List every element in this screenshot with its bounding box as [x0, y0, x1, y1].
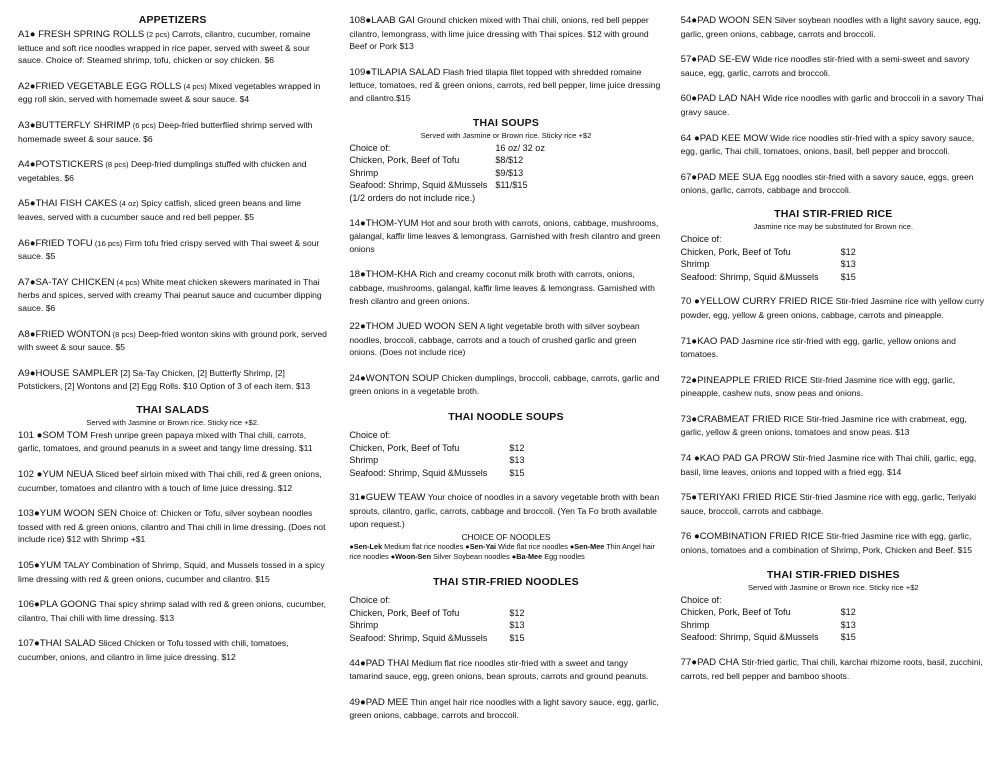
item-description: Ground chicken mixed with Thai chili, onions, red bell pepper cilantro, lemongrass, with lime juice dressing with Thai spices. $12 with ground Beef or Pork $13 — [349, 15, 649, 52]
fried-rice-price-table — [681, 233, 986, 283]
menu-item — [681, 656, 986, 682]
stir-noodles-price-table — [349, 594, 662, 644]
item-description: Wide rice noodles with garlic and broccoli in a savory Thai gravy sauce. — [680, 93, 984, 117]
noodle-choices-title: CHOICE OF NOODLES — [461, 532, 551, 543]
noodle-option-description: Egg noodles — [542, 552, 585, 562]
item-description: Stir-fried Jasmine rice with egg, garlic, pineapple, cashew nuts, snow peas and onions. — [680, 374, 956, 399]
price-row — [681, 619, 986, 632]
menu-item — [681, 132, 986, 158]
menu-item — [681, 14, 986, 40]
appetizers-heading: APPETIZERS — [138, 14, 207, 26]
price-row-value: $8/$12 — [495, 155, 524, 166]
item-description: A light vegetable broth with silver soybean noodles, broccoli, cabbage, carrots and a touch of crushed garlic and green onions. (Does not include rice) — [349, 321, 640, 358]
item-quantity: (4 pcs) — [114, 277, 140, 287]
price-row-value: $13 — [840, 619, 856, 630]
choice-label: Choice of: — [349, 595, 391, 606]
noodle-option-name: ●Sen-Yai — [465, 542, 497, 552]
stir-dishes-price-table — [681, 594, 986, 644]
item-name: 101 ●SOM TOM — [18, 429, 88, 441]
item-name: 71●KAO PAD — [680, 335, 740, 347]
item-name: A8●FRIED WONTON — [18, 328, 111, 340]
soups-list — [349, 217, 662, 399]
menu-item — [681, 53, 986, 79]
item-description: Flash fried tilapia filet topped with shredded romaine lettuce, tomatoes, red & green onions, carrots, red bell pepper, lime juice dressing and cilantro.$15 — [349, 66, 661, 103]
menu-item — [18, 158, 327, 184]
price-row — [681, 258, 986, 271]
item-description: Jasmine rice stir-fried with egg, garlic, yellow onions and tomatoes. — [680, 335, 956, 360]
item-name: 106●PLA GOONG — [18, 599, 97, 611]
menu-item — [18, 367, 327, 393]
item-name: 67●PAD MEE SUA — [680, 171, 762, 183]
item-name: 102 ●YUM NEUA — [18, 469, 94, 481]
price-row-label: Seafood: Shrimp, Squid &Mussels — [349, 633, 488, 643]
item-quantity: (4 oz) — [117, 199, 139, 209]
noodle-option-description: Wide flat rice noodles — [496, 542, 570, 552]
menu-item — [18, 276, 327, 315]
item-name: 22●THOM JUED WOON SEN — [349, 321, 478, 333]
soups-heading: THAI SOUPS — [472, 116, 540, 129]
price-row-value: $11/$15 — [495, 180, 528, 191]
menu-item — [18, 119, 327, 145]
price-row-label: Seafood: Shrimp, Squid &Mussels — [680, 271, 819, 282]
price-row — [349, 154, 662, 167]
price-row-value: $15 — [509, 633, 525, 643]
price-row — [349, 442, 662, 455]
item-name: 60●PAD LAD NAH — [680, 93, 761, 105]
menu-item — [349, 320, 662, 359]
item-name: 57●PAD SE-EW — [680, 54, 751, 66]
price-row-label: Chicken, Pork, Beef of Tofu — [680, 607, 791, 618]
menu-item — [18, 598, 327, 624]
price-row-label: Chicken, Pork, Beef of Tofu — [349, 155, 460, 166]
item-description: Medium flat rice noodles stir-fried with a sweet and tangy tamarind sauce, egg, green onions, bean sprouts, carrots and ground peanuts. — [349, 657, 649, 682]
item-quantity: (4 pcs) — [181, 81, 207, 91]
item-name: A9●HOUSE SAMPLER — [18, 367, 119, 379]
price-row-value: $13 — [840, 259, 856, 270]
item-name: 74 ●KAO PAD GA PROW — [680, 453, 791, 465]
salads-subtitle: Served with Jasmine or Brown rice. Sticky rice +$2. — [86, 417, 260, 427]
item-name: 73●CRABMEAT FRIED — [680, 413, 781, 425]
item-description: Deep-fried wonton skins with ground pork, served with sweet & sour sauce. $5 — [18, 328, 327, 353]
item-name: 107●THAI SALAD — [18, 638, 96, 650]
price-row — [681, 631, 986, 644]
item-name: 14●THOM-YUM — [349, 217, 419, 229]
item-name: A7●SA-TAY CHICKEN — [18, 276, 115, 288]
stir-dishes-heading: THAI STIR-FRIED DISHES — [766, 568, 900, 581]
item-name: 76 ●COMBINATION FRIED RICE — [680, 531, 824, 543]
menu-column-left — [18, 14, 349, 773]
item-name: 70 ●YELLOW CURRY FRIED RICE — [680, 296, 834, 308]
salads-list-continued — [349, 14, 662, 105]
noodle-option-description: Silver Soybean noodles — [431, 552, 512, 562]
price-row-label: Seafood: Shrimp, Squid &Mussels — [680, 632, 819, 643]
item-description: Stir-fried Jasmine rice with egg, garlic, Teriyaki sauce, broccoli, carrots and cabbage. — [680, 492, 977, 516]
price-row-label: Seafood: Shrimp, Squid &Mussels — [349, 467, 488, 478]
soups-note: (1/2 orders do not include rice.) — [349, 192, 476, 203]
soups-price-table — [349, 142, 662, 205]
item-quantity: (6 pcs) — [130, 120, 156, 130]
menu-item — [681, 413, 986, 439]
item-description: Wide rice noodles stir-fried with a semi-sweet and savory sauce, egg, garlic, carrots and broccoli. — [680, 54, 970, 78]
price-row-value: $15 — [509, 467, 525, 478]
menu-item — [681, 295, 986, 321]
price-row — [349, 607, 662, 620]
stir-noodles-list — [349, 657, 662, 722]
item-description: Stir-fried Jasmine rice with egg, garlic, onions, tomatoes and a combination of Shrimp, Pork, Chicken and Beef. $15 — [680, 531, 973, 556]
price-row-label: Chicken, Pork, Beef of Tofu — [349, 442, 460, 453]
price-row — [349, 454, 662, 467]
noodle-option-name: ●Ba-Mee — [511, 552, 543, 562]
item-description: Spicy catfish, sliced green beans and lime leaves, served with a cucumber sauce and red bell pepper. $5 — [18, 198, 302, 222]
price-row-value: $12 — [840, 607, 856, 618]
item-name: 49●PAD MEE — [349, 696, 409, 708]
menu-item — [349, 657, 662, 683]
item-description: RICE Stir-fried Jasmine rice with crabmeat, egg, garlic, yellow & green onions, tomatoes and snow peas. $13 — [680, 413, 967, 438]
noodle-soups-heading: THAI NOODLE SOUPS — [448, 411, 564, 424]
item-description: Carrots, cilantro, cucumber, romaine lettuce and soft rice noodles wrapped in rice paper, served with sweet & sour sauce. Choice of: Steamed shrimp, tofu, chicken or soy chicken. $6 — [18, 29, 311, 66]
price-row-label: Shrimp — [680, 259, 710, 270]
choice-label: Choice of: — [349, 430, 391, 441]
item-name: 24●WONTON SOUP — [349, 372, 440, 384]
price-row-label: Shrimp — [680, 619, 710, 630]
price-row-value: $12 — [840, 246, 856, 257]
noodle-option-name: ●Sen-Mee — [569, 542, 605, 552]
price-row — [349, 179, 662, 192]
price-row — [681, 246, 986, 259]
menu-item — [349, 66, 662, 105]
menu-item — [681, 491, 986, 517]
menu-item — [681, 171, 986, 197]
menu-item — [18, 429, 327, 455]
item-description: Your choice of noodles in a savory vegetable broth with bean sprouts, cilantro, garlic, carrots, cabbage and broccoli. (Yen Ta Fo broth available upon request.) — [349, 492, 660, 529]
fried-rice-list — [681, 295, 986, 556]
menu-item — [349, 14, 662, 53]
item-description: [2] Sa-Tay Chicken, [2] Butterfly Shrimp, [2] Potstickers, [2] Wontons and [2] Egg Rolls. $10 Option of 3 of each item. $13 — [18, 367, 311, 392]
price-row-value: $12 — [509, 442, 525, 453]
menu-item — [349, 491, 662, 530]
menu-item — [18, 507, 327, 546]
stir-noodles-list-continued — [681, 14, 986, 197]
price-row-value: $15 — [840, 271, 856, 282]
price-row-label: Seafood: Shrimp, Squid &Mussels — [349, 180, 488, 191]
item-description: Egg noodles stir-fried with a savory sauce, eggs, green onions, garlic, carrots, cabbage and broccoli. — [680, 171, 974, 196]
appetizers-list — [18, 28, 327, 393]
item-description: Stir-fried Jasmine rice with yellow curry powder, egg, yellow & green onions, cabbage, carrots and pineapple. — [680, 296, 985, 320]
menu-item — [349, 696, 662, 722]
item-description: Hot and sour broth with carrots, onions, cabbage, mushrooms, galangal, kaffir lime leaves & lemongrass. Garnished with fresh cilantro and green onions — [349, 217, 661, 254]
noodle-option-name: ●Sen-Lek — [349, 542, 383, 552]
price-row-value: $13 — [509, 620, 525, 631]
soups-subtitle: Served with Jasmine or Brown rice. Sticky rice +$2 — [420, 130, 592, 140]
noodle-choices — [349, 532, 662, 562]
price-row-label: Shrimp — [349, 620, 379, 631]
noodle-option-name: ●Woon-Sen — [390, 552, 432, 562]
menu-item — [681, 335, 986, 361]
menu-item — [18, 328, 327, 354]
menu-column-middle — [349, 14, 680, 773]
item-name: A6●FRIED TOFU — [18, 237, 93, 249]
menu-item — [18, 468, 327, 494]
stir-dishes-list — [681, 656, 986, 682]
item-name: A4●POTSTICKERS — [18, 159, 104, 171]
price-row — [349, 467, 662, 480]
item-description: Silver soybean noodles with a light savory sauce, egg, garlic, green onions, cabbage, carrots and broccoli. — [680, 15, 981, 39]
size-label: 16 oz/ 32 oz — [495, 142, 545, 153]
item-description: Fresh unripe green papaya mixed with Thai chili, carrots, garlic, tomatoes, and ground peanuts in a sweet and tangy lime dressing. $11 — [18, 429, 313, 454]
salads-list — [18, 429, 327, 664]
menu-item — [681, 530, 986, 556]
menu-column-right — [681, 14, 986, 773]
menu-item — [681, 92, 986, 118]
item-description: Stir-fried garlic, Thai chili, karchai rhizome roots, basil, zucchini, carrots, red bell pepper and bamboo shoots. — [680, 657, 983, 681]
price-row — [349, 167, 662, 180]
noodle-option-description: Thin Angel hair rice noodles — [349, 542, 655, 562]
price-row-value: $9/$13 — [495, 167, 524, 178]
item-description: Deep-fried butterflied shrimp served with homemade sweet & sour sauce. $6 — [18, 119, 313, 144]
item-description: Deep-fried dumplings stuffed with chicken and vegetables. $6 — [18, 159, 307, 183]
item-name: A2●FRIED VEGETABLE EGG ROLLS — [18, 80, 182, 92]
menu-item — [349, 217, 662, 256]
noodle-soups-price-table — [349, 429, 662, 479]
item-quantity: (8 pcs) — [103, 160, 129, 170]
menu-item — [18, 80, 327, 106]
item-description: TALAY Combination of Shrimp, Squid, and Mussels tossed in a spicy lime dressing with red & green onions, cucumber and cilantro. $15 — [18, 560, 325, 584]
noodle-option-description: Medium flat rice noodles — [382, 542, 466, 552]
item-name: A5●THAI FISH CAKES — [18, 198, 118, 210]
item-name: A3●BUTTERFLY SHRIMP — [18, 119, 131, 131]
salads-heading: THAI SALADS — [136, 403, 210, 416]
item-name: 77●PAD CHA — [680, 657, 740, 668]
fried-rice-heading: THAI STIR-FRIED RICE — [774, 207, 893, 220]
item-name: 108●LAAB GAI — [349, 15, 415, 26]
price-row-value: $12 — [509, 607, 525, 618]
price-row — [681, 606, 986, 619]
choice-label: Choice of: — [680, 233, 722, 244]
item-name: 75●TERIYAKI FRIED RICE — [680, 492, 798, 504]
item-name: 72●PINEAPPLE FRIED RICE — [680, 374, 808, 386]
item-name: 103●YUM WOON SEN — [18, 508, 118, 520]
fried-rice-subtitle: Jasmine rice may be substituted for Brown rice. — [753, 221, 914, 231]
item-name: 44●PAD THAI — [349, 657, 410, 669]
item-name: A1● FRESH SPRING ROLLS — [18, 29, 145, 40]
menu-item — [349, 372, 662, 398]
item-description: White meat chicken skewers marinated in Thai herbs and spices, served with creamy Thai peanut sauce and cucumber dipping sauce. $6 — [18, 276, 322, 313]
menu-item — [681, 452, 986, 478]
item-description: Sliced Chicken or Tofu tossed with chili, tomatoes, cucumber, onions, and cilantro in lime juice dressing. $12 — [18, 638, 289, 662]
price-row-label: Chicken, Pork, Beef of Tofu — [349, 607, 460, 618]
item-quantity: (8 pcs) — [110, 329, 136, 339]
menu-item — [681, 374, 986, 400]
stir-dishes-subtitle: Served with Jasmine or Brown rice. Sticky rice +$2 — [747, 582, 919, 592]
menu-item — [18, 197, 327, 223]
item-description: Thai spicy shrimp salad with red & green onions, cucumber, cilantro, Thai chili with lime dressing. $13 — [18, 599, 326, 623]
item-description: Mixed vegetables wrapped in egg roll skin, served with homemade sweet & sour sauce. $4 — [18, 80, 321, 105]
item-name: 18●THOM-KHA — [349, 269, 417, 281]
item-name: 109●TILAPIA SALAD — [349, 66, 441, 78]
price-row — [349, 632, 662, 645]
item-description: Thin angel hair rice noodles with a light savory sauce, egg, garlic, green onions, cabbage, carrots and broccoli. — [349, 696, 659, 721]
menu-item — [18, 28, 327, 67]
price-row-value: $15 — [840, 632, 856, 643]
menu-item — [18, 559, 327, 585]
item-name: 31●GUEW TEAW — [349, 492, 426, 504]
stir-noodles-heading: THAI STIR-FRIED NOODLES — [433, 576, 579, 589]
item-name: 64 ●PAD KEE MOW — [680, 132, 768, 144]
price-row-label: Chicken, Pork, Beef of Tofu — [680, 246, 791, 257]
item-quantity: (2 pcs) — [144, 30, 170, 39]
item-name: 105●YUM — [18, 560, 62, 572]
item-description: Stir-fried Jasmine rice with Thai chili, garlic, egg, basil, lime leaves, onions and topped with a fried egg. $14 — [680, 453, 977, 477]
price-row-value: $13 — [509, 455, 525, 466]
price-row-label: Shrimp — [349, 455, 379, 466]
item-description: Wide rice noodles stir-fried with a spicy savory sauce, egg, garlic, Thai chili, tomatoes, onions, basil, bell pepper and broccoli. — [680, 132, 975, 157]
item-description: Firm tofu fried crispy served with Thai sweet & sour sauce. $5 — [18, 237, 320, 262]
item-name: 54●PAD WOON SEN — [680, 15, 773, 26]
item-description: Rich and creamy coconut milk broth with carrots, onions, cabbage, mushrooms, galangal, kaffir lime leaves & lemongrass. Garnished with fresh cilantro and green onions. — [349, 269, 655, 306]
choice-label: Choice of: — [680, 594, 722, 605]
item-description: Choice of: Chicken or Tofu, silver soybean noodles tossed with red & green onions, cilantro and Thai chili in lime dressing. (Does not include rice) $12 with Shrimp +$1 — [18, 508, 326, 545]
price-row — [349, 619, 662, 632]
menu-item — [349, 268, 662, 307]
item-description: Sliced beef sirloin mixed with Thai chili, red & green onions, cucumber, tomatoes and cilantro with a touch of lime juice dressing. $12 — [18, 469, 322, 493]
item-description: Chicken dumplings, broccoli, cabbage, carrots, garlic and green onions in a vegetable broth. — [349, 372, 660, 397]
price-row-label: Shrimp — [349, 167, 379, 178]
choice-label: Choice of: — [349, 142, 391, 153]
item-quantity: (16 pcs) — [92, 238, 123, 248]
menu-item — [18, 637, 327, 663]
menu-item — [18, 237, 327, 263]
price-row — [681, 271, 986, 284]
